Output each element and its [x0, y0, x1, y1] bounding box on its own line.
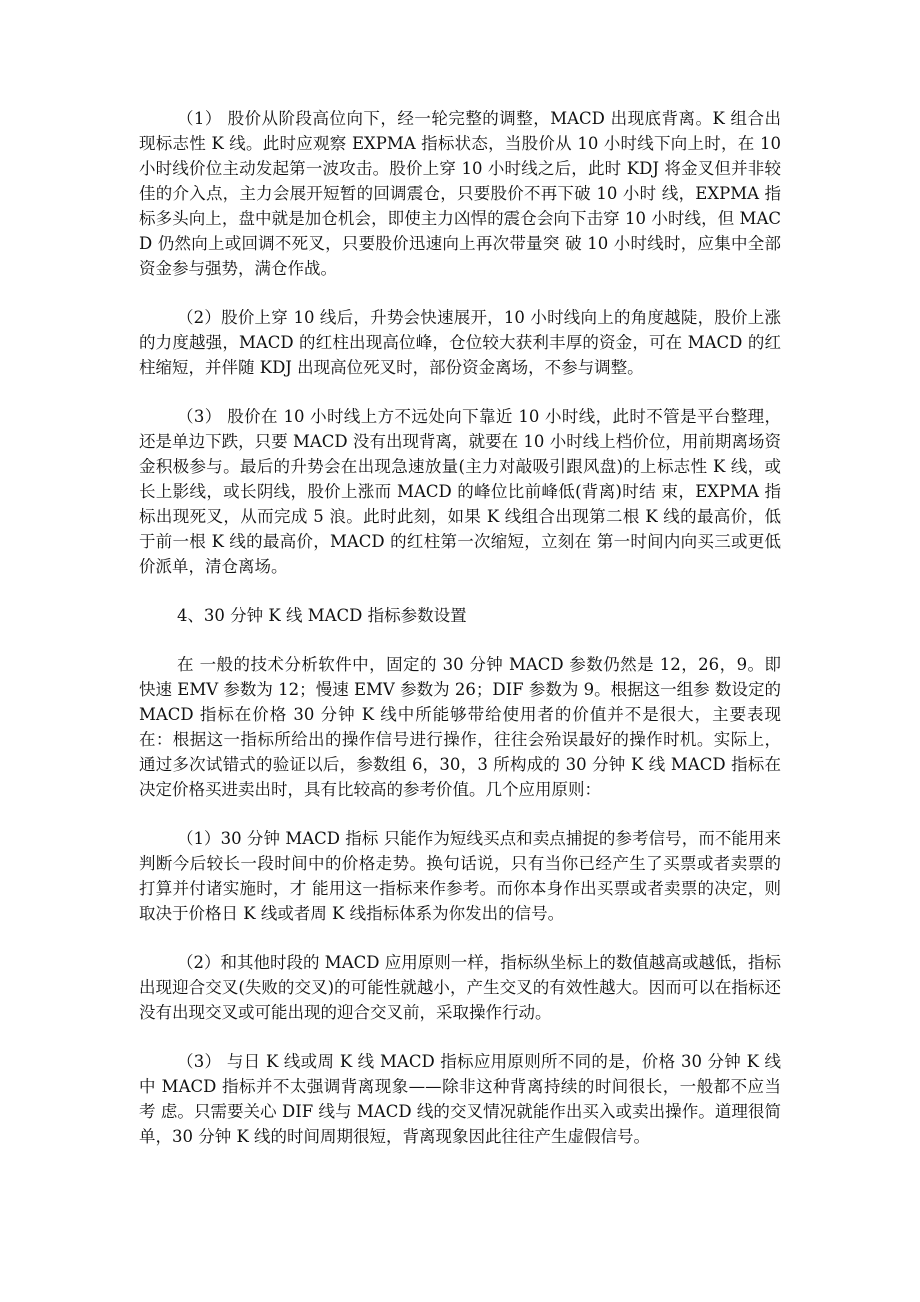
paragraph-1: （1） 股价从阶段高位向下，经一轮完整的调整，MACD 出现底背离。K 组合出现标志性 K 线。此时应观察 EXPMA 指标状态，当股价从 10 小时线下向上时，在 10 小时线价位主动发起第一波攻击。股价上穿 10 小时线之后，此时 KDJ 将金叉但并非较佳的介入点，主力会展开短暂的回调震仓，只要股价不再下破 10 小时 线，EXPMA 指标多头向上，盘中就是加仓机会，即使主力凶悍的震仓会向下击穿 10 小时线，但 MACD 仍然向上或回调不死叉，只要股价迅速向上再次带量突 破 10 小时线时，应集中全部资金参与强势，满仓作战。: [139, 109, 781, 278]
paragraph-3: （3） 股价在 10 小时线上方不远处向下靠近 10 小时线，此时不管是平台整理，还是单边下跌，只要 MACD 没有出现背离，就要在 10 小时线上档价位，用前期离场资 金积极参与。最后的升势会在出现急速放量(主力对敲吸引跟风盘)的上标志性 K 线，或长上影线，或长阴线，股价上涨而 MACD 的峰位比前峰低(背离)时结 束，EXPMA 指标出现死叉，从而完成 5 浪。此时此刻，如果 K 线组合出现第二根 K 线的最高价，低于前一根 K 线的最高价，MACD 的红柱第一次缩短，立刻在 第一时间内向买三或更低价派单，清仓离场。: [139, 407, 781, 576]
paragraph-2: （2）股价上穿 10 线后，升势会快速展开，10 小时线向上的角度越陡，股价上涨的力度越强，MACD 的红柱出现高位峰，仓位较大获利丰厚的资金，可在 MACD 的红柱缩短，并伴随 KDJ 出现高位死叉时，部份资金离场，不参与调整。: [139, 308, 781, 377]
document-body: [139, 106, 781, 1173]
section-paragraph-2: （1）30 分钟 MACD 指标 只能作为短线买点和卖点捕捉的参考信号，而不能用来判断今后较长一段时间中的价格走势。换句话说，只有当你已经产生了买票或者卖票的打算并付诸实施时，才 能用这一指标来作参考。而你本身作出买票或者卖票的决定，则取决于价格日 K 线或者周 K 线指标体系为你发出的信号。: [139, 829, 781, 923]
section-paragraph-4: （3） 与日 K 线或周 K 线 MACD 指标应用原则所不同的是，价格 30 分钟 K 线中 MACD 指标并不太强调背离现象——除非这种背离持续的时间很长，一般都不应当考 虑。只需要关心 DIF 线与 MACD 线的交叉情况就能作出买入或卖出操作。道理很简单，30 分钟 K 线的时间周期很短，背离现象因此往往产生虚假信号。: [139, 1052, 781, 1146]
section-paragraph-1: 在 一般的技术分析软件中，固定的 30 分钟 MACD 参数仍然是 12，26，9。即快速 EMV 参数为 12；慢速 EMV 参数为 26；DIF 参数为 9。根据这一组参 数设定的 MACD 指标在价格 30 分钟 K 线中所能够带给使用者的价值并不是很大，主要表现在：根据这一指标所给出的操作信号进行操作，往往会殆误最好的操作时机。实际上，通过多次试错式的验证以后，参数组 6，30，3 所构成的 30 分钟 K 线 MACD 指标在决定价格买进卖出时，具有比较高的参考价值。几个应用原则：: [139, 655, 781, 799]
section-paragraph-3: （2）和其他时段的 MACD 应用原则一样，指标纵坐标上的数值越高或越低，指标出现迎合交叉(失败的交叉)的可能性就越小，产生交叉的有效性越大。因而可以在指标还没有出现交叉或可能出现的迎合交叉前，采取操作行动。: [139, 953, 781, 1022]
section-heading: 4、30 分钟 K 线 MACD 指标参数设置: [176, 606, 467, 625]
